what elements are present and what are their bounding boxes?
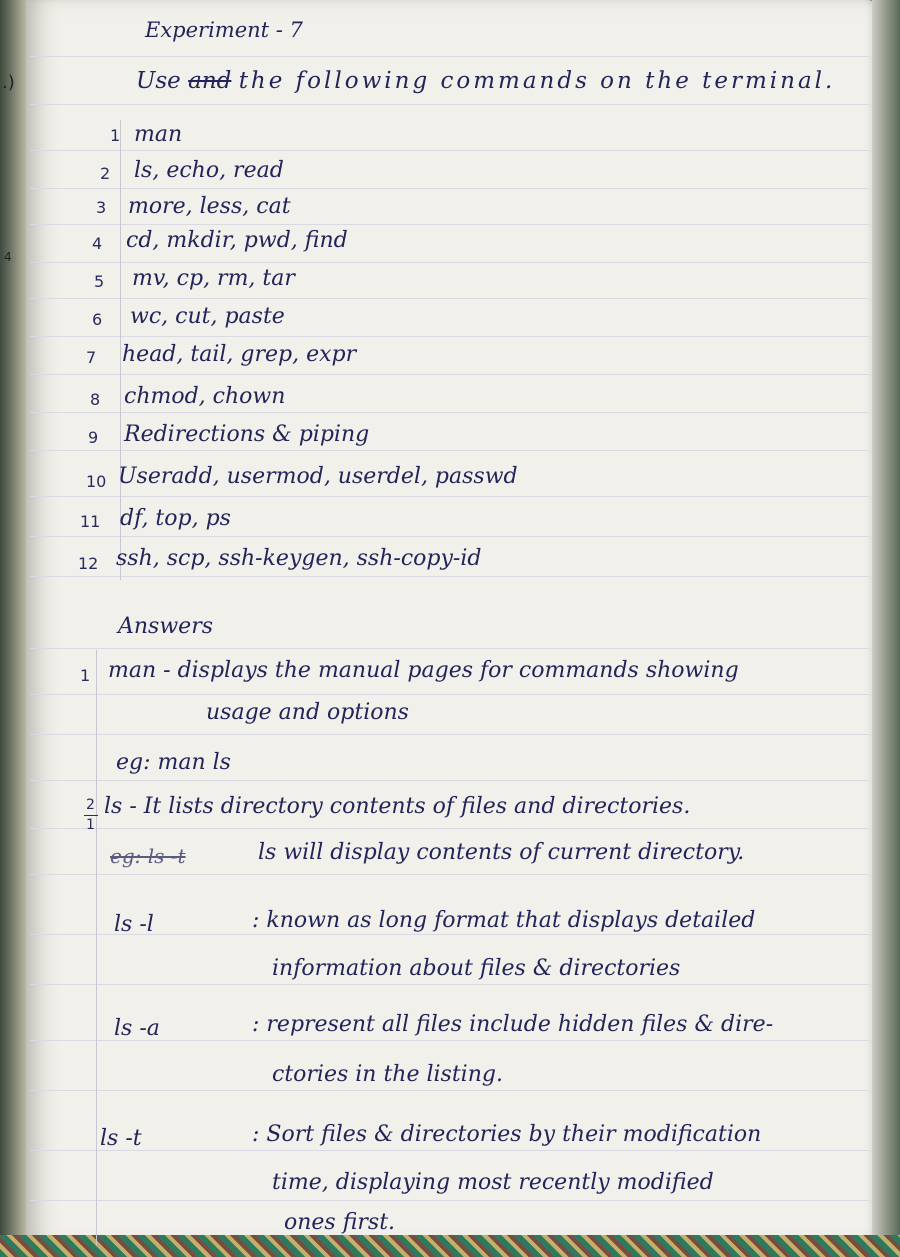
list-item: more, less, cat [128, 194, 291, 219]
answer-number: 1 [80, 666, 91, 685]
command-description: information about files & directories [272, 956, 681, 981]
list-item: head, tail, grep, expr [122, 342, 357, 367]
ruled-line [30, 374, 870, 375]
ruled-line [30, 262, 870, 263]
command-description: time, displaying most recently modified [272, 1170, 714, 1195]
ruled-line [30, 694, 870, 695]
answers-heading: Answers [118, 614, 214, 639]
list-number: 3 [96, 198, 107, 217]
ruled-line [30, 188, 870, 189]
struck-example: eg: ls -t [110, 844, 186, 868]
list-item: Useradd, usermod, userdel, passwd [118, 464, 518, 489]
intro-prefix: Use [136, 68, 181, 94]
ruled-line [30, 104, 870, 105]
ruled-line [30, 934, 870, 935]
list-number: 11 [80, 512, 101, 531]
list-number: 8 [90, 390, 101, 409]
answer-text: man - displays the manual pages for commands showing [108, 658, 739, 683]
list-item: ls, echo, read [134, 158, 284, 183]
ruled-line [30, 1200, 870, 1201]
ruled-line [30, 734, 870, 735]
ruled-line [30, 536, 870, 537]
intro-struck-word: and [188, 68, 232, 94]
list-number: 9 [88, 428, 99, 447]
list-item: cd, mkdir, pwd, find [126, 228, 348, 253]
page-title: Experiment - 7 [145, 18, 303, 42]
answer-text: ls - It lists directory contents of files and directories. [104, 794, 691, 819]
list-item: mv, cp, rm, tar [132, 266, 295, 291]
background-cloth [0, 1235, 900, 1257]
list-item: df, top, ps [120, 506, 231, 531]
ruled-line [30, 874, 870, 875]
ruled-line [30, 648, 870, 649]
ruled-line [30, 56, 870, 57]
list-number: 10 [86, 472, 107, 491]
page-right-edge [872, 0, 900, 1257]
command-label: ls -t [100, 1126, 142, 1151]
command-description: : known as long format that displays detailed [252, 908, 756, 933]
margin-line [96, 650, 97, 1245]
ruled-line [30, 412, 870, 413]
margin-mark: 4 [4, 250, 12, 264]
list-item: wc, cut, paste [130, 304, 285, 329]
list-item: Redirections & piping [124, 422, 370, 447]
ruled-line [30, 450, 870, 451]
command-description: : Sort files & directories by their modification [252, 1122, 762, 1147]
command-description: ctories in the listing. [272, 1062, 503, 1087]
ruled-line [30, 780, 870, 781]
ruled-line [30, 224, 870, 225]
answer-example: eg: man ls [116, 750, 231, 775]
fraction-bar [84, 815, 98, 816]
command-label: ls -a [114, 1016, 160, 1041]
ruled-line [30, 984, 870, 985]
ruled-line [30, 496, 870, 497]
list-number: 5 [94, 272, 105, 291]
ruled-line [30, 576, 870, 577]
list-item: chmod, chown [124, 384, 286, 409]
answer-number: 2 [86, 797, 95, 813]
ruled-line [30, 1090, 870, 1091]
list-number: 7 [86, 348, 97, 367]
ruled-line [30, 298, 870, 299]
list-number: 4 [92, 234, 103, 253]
command-description: : represent all files include hidden files & dire- [252, 1012, 774, 1037]
ruled-line [30, 828, 870, 829]
margin-mark: .) [2, 72, 15, 93]
intro-line [136, 70, 835, 93]
list-number: 1 [110, 126, 121, 145]
answer-text: usage and options [206, 700, 409, 725]
list-item: man [134, 122, 183, 147]
command-description: ones first. [284, 1210, 396, 1235]
answer-number: 1 [86, 817, 95, 833]
ruled-line [30, 150, 870, 151]
ruled-line [30, 336, 870, 337]
list-number: 6 [92, 310, 103, 329]
command-label: ls -l [114, 912, 154, 937]
list-number: 12 [78, 554, 99, 573]
list-item: ssh, scp, ssh-keygen, ssh-copy-id [116, 546, 482, 571]
ruled-line [30, 1150, 870, 1151]
list-number: 2 [100, 164, 111, 183]
answer-text: ls will display contents of current directory. [258, 840, 745, 865]
intro-rest: the following commands on the terminal. [238, 68, 836, 94]
